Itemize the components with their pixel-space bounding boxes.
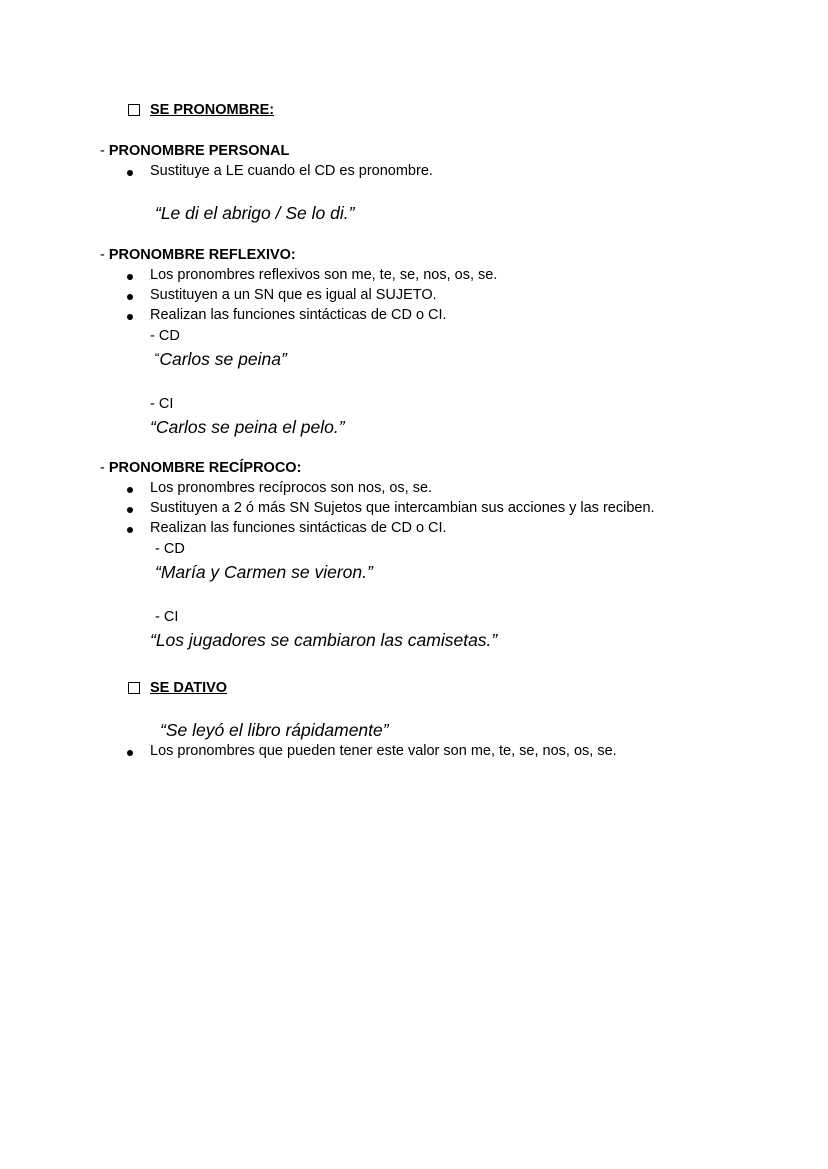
function-label-ci: - CI [150, 396, 174, 412]
list-item: Los pronombres reflexivos son me, te, se, nos, os, se. [150, 267, 498, 283]
list-item: Realizan las funciones sintácticas de CD o CI. [150, 307, 447, 323]
section-heading-se-dativo: SE DATIVO [150, 680, 228, 696]
bullet-icon [127, 527, 133, 533]
example-sentence: “Los jugadores se cambiaron las camisetas.” [150, 630, 498, 650]
checkbox-se-pronombre[interactable] [128, 104, 140, 116]
list-item: Los pronombres que pueden tener este valor son me, te, se, nos, os, se. [150, 743, 617, 759]
list-item: Sustituyen a un SN que es igual al SUJETO. [150, 287, 437, 303]
list-item: Los pronombres recíprocos son nos, os, se. [150, 480, 433, 496]
bullet-icon [127, 274, 133, 280]
example-sentence: “María y Carmen se vieron.” [155, 562, 373, 582]
example-sentence: “Carlos se peina el pelo.” [150, 417, 345, 437]
dash: - [100, 460, 109, 476]
example-text: Carlos se peina” [159, 349, 287, 369]
subheading-pronombre-reflexivo [100, 247, 296, 263]
open-quote: “ [155, 350, 160, 365]
function-label-ci: - CI [155, 609, 179, 625]
example-sentence: “Le di el abrigo / Se lo di.” [155, 203, 355, 223]
bullet-icon [127, 487, 133, 493]
subheading-pronombre-personal [100, 143, 289, 159]
list-item: Sustituyen a 2 ó más SN Sujetos que intercambian sus acciones y las reciben. [150, 500, 655, 516]
subheading-pronombre-reciproco [100, 460, 301, 476]
example-sentence: “Se leyó el libro rápidamente” [160, 720, 389, 740]
bullet-icon [127, 507, 133, 513]
bullet-icon [127, 750, 133, 756]
bullet-icon [127, 170, 133, 176]
list-item: Realizan las funciones sintácticas de CD o CI. [150, 520, 447, 536]
subheading-label: PRONOMBRE REFLEXIVO: [108, 247, 296, 263]
dash: - [100, 143, 109, 159]
example-sentence [155, 349, 287, 370]
section-heading-se-pronombre: SE PRONOMBRE: [150, 102, 275, 118]
list-item: Sustituye a LE cuando el CD es pronombre. [150, 163, 433, 179]
bullet-icon [127, 314, 133, 320]
function-label-cd: - CD [155, 541, 185, 557]
checkbox-se-dativo[interactable] [128, 682, 140, 694]
subheading-label: PRONOMBRE RECÍPROCO: [108, 460, 302, 476]
subheading-label: PRONOMBRE PERSONAL [108, 143, 290, 159]
function-label-cd: - CD [150, 328, 180, 344]
dash: - [100, 247, 109, 263]
bullet-icon [127, 294, 133, 300]
